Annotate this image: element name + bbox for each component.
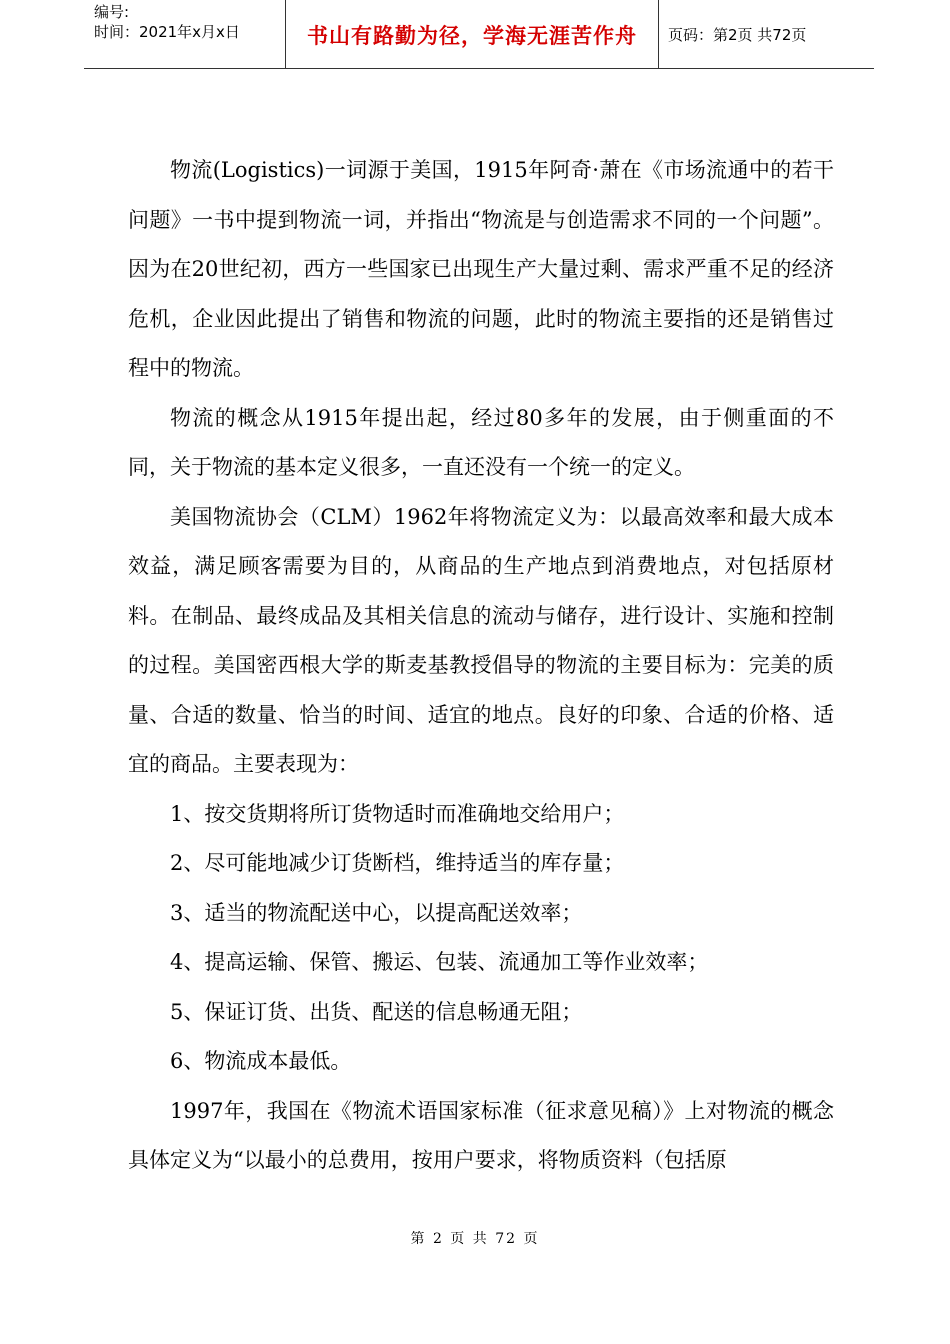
list-item: 6、物流成本最低。: [170, 1049, 352, 1073]
list-item: 1、按交货期将所订货物适时而准确地交给用户；: [170, 801, 625, 826]
list-item: 3、适当的物流配送中心，以提高配送效率；: [170, 900, 583, 925]
paragraph: 物流(Logistics)一词源于美国，1915年阿奇·萧在《市场流通中的若干问题》一书中提到物流一词，并指出“物流是与创造需求不同的一个问题”。因为在20世纪初，西方一些国家已出现生产大量过剩、需求严重不足的经济危机，企业因此提出了销售和物流的问题，此时的物流主要指的还是销售过程中的物流。: [128, 158, 834, 380]
list-item: 2、尽可能地减少订货断档，维持适当的库存量；: [170, 851, 625, 875]
header-motto: 书山有路勤为径，学海无涯苦作舟: [307, 24, 637, 48]
header-page-number: 页码：第2页 共72页: [668, 26, 807, 44]
page-footer: 第 2 页 共 72 页: [410, 1231, 540, 1247]
paragraph: 1997年，我国在《物流术语国家标准（征求意见稿）》上对物流的概念具体定义为“以最小的总费用，按用户要求，将物质资料（包括原: [128, 1098, 834, 1172]
time-label: 时间：2021年x月x日: [94, 23, 240, 41]
header-meta: [94, 2, 284, 42]
list-item: 4、提高运输、保管、搬运、包装、流通加工等作业效率；: [170, 950, 709, 974]
header-divider: [658, 0, 659, 68]
document-body: [128, 146, 834, 1186]
list-item: 5、保证订货、出货、配送的信息畅通无阻；: [170, 999, 583, 1024]
paragraph: 美国物流协会（CLM）1962年将物流定义为：以最高效率和最大成本效益，满足顾客需要为目的，从商品的生产地点到消费地点，对包括原材料。在制品、最终成品及其相关信息的流动与储存，进行设计、实施和控制的过程。美国密西根大学的斯麦基教授倡导的物流的主要目标为：完美的质量、合适的数量、恰当的时间、适宜的地点。良好的印象、合适的价格、适宜的商品。主要表现为：: [128, 504, 834, 776]
paragraph: 物流的概念从1915年提出起，经过80多年的发展，由于侧重面的不同，关于物流的基本定义很多，一直还没有一个统一的定义。: [128, 405, 834, 479]
page-header: [84, 0, 874, 69]
serial-number-label: 编号:: [94, 3, 130, 21]
